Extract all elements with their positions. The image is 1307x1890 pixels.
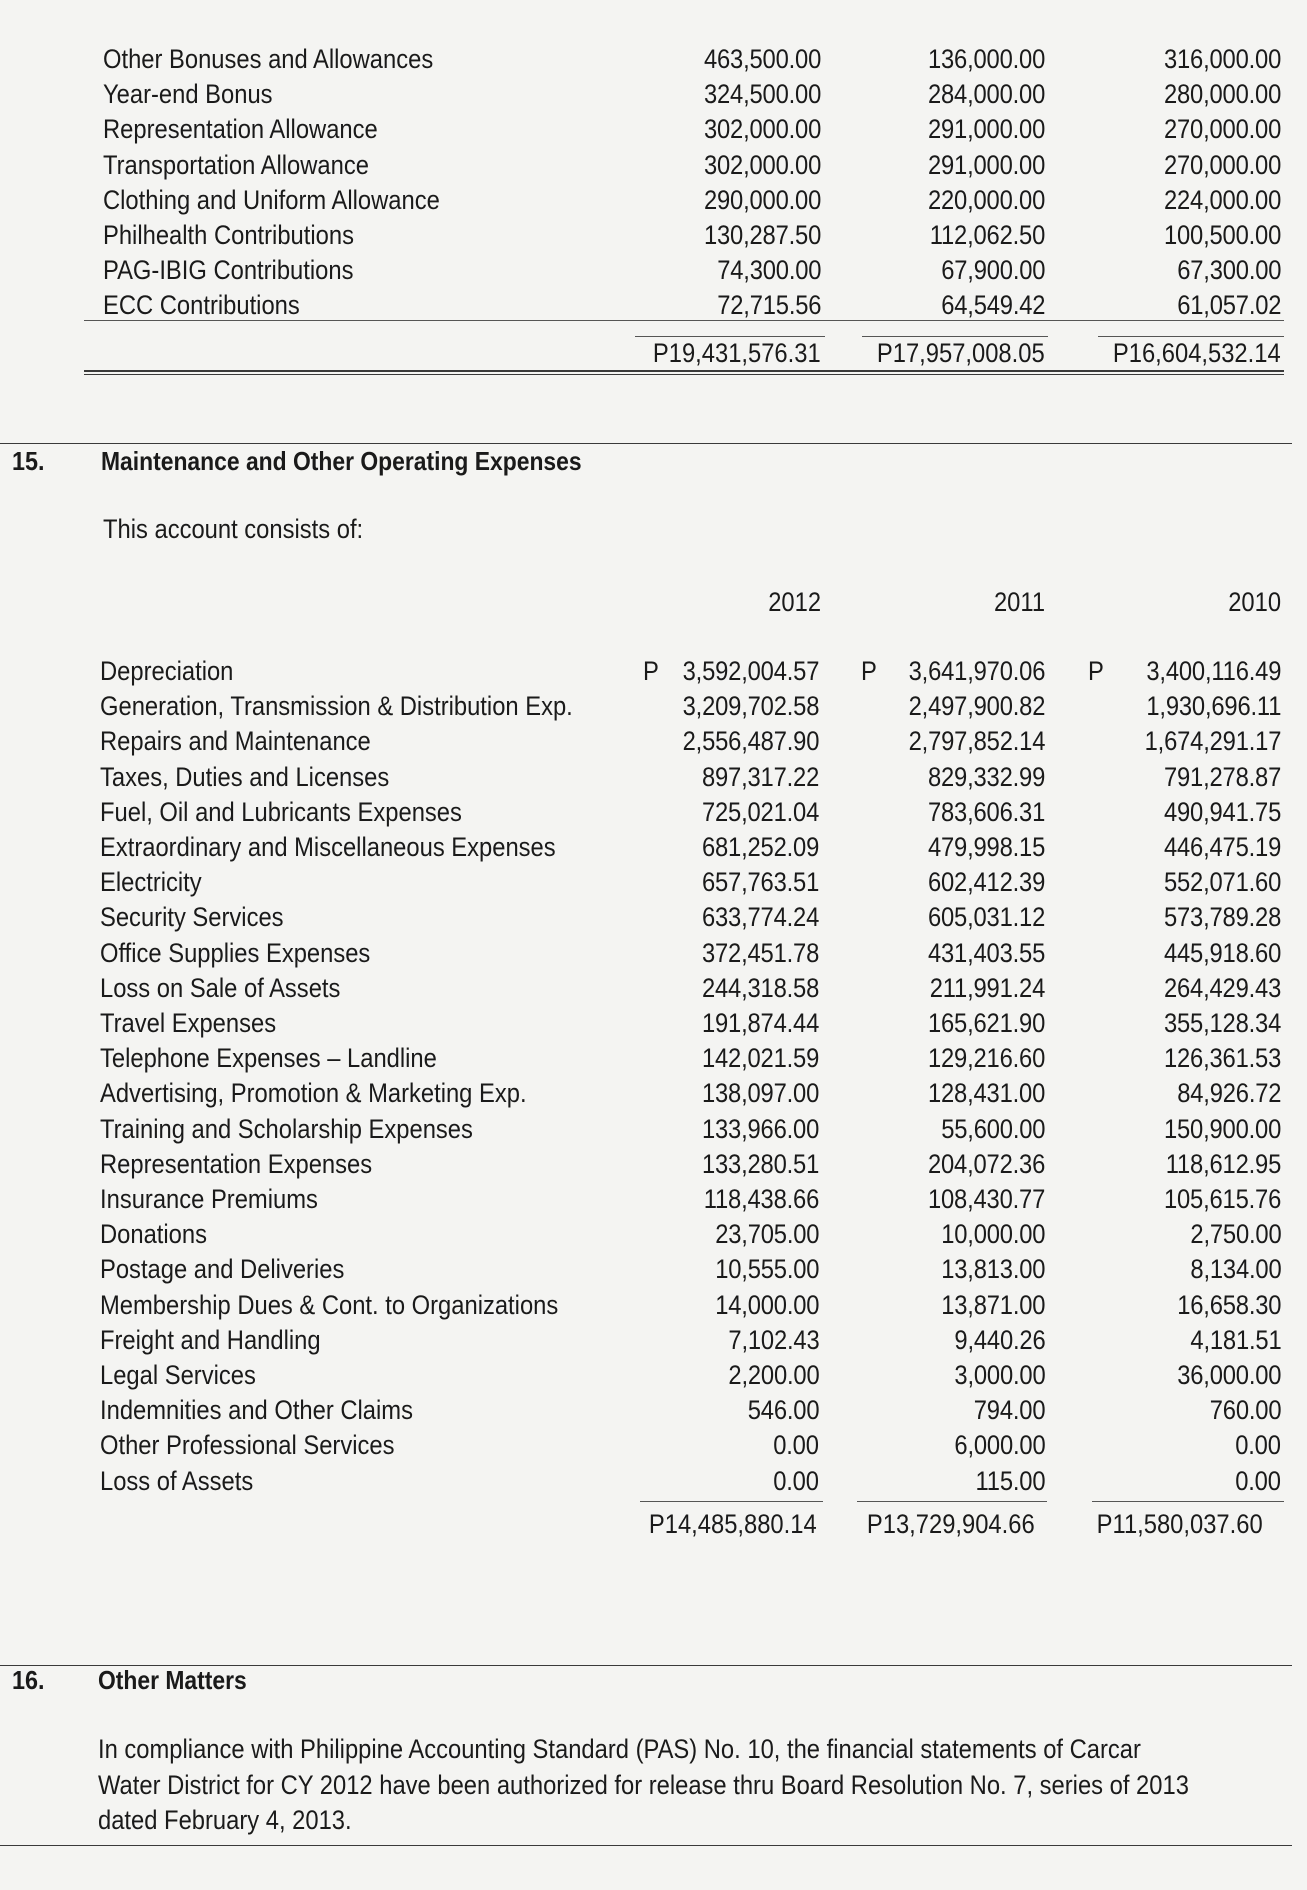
mooe-row-value-2010: 490,941.75 bbox=[1163, 796, 1281, 827]
section-16-line-3: dated February 4, 2013. bbox=[98, 1805, 352, 1835]
top-row-value-2010: 280,000.00 bbox=[1163, 79, 1281, 110]
mooe-row-label: Fuel, Oil and Lubricants Expenses bbox=[100, 796, 462, 827]
mooe-row-value-2010: 126,361.53 bbox=[1163, 1043, 1281, 1074]
mooe-row-label: Training and Scholarship Expenses bbox=[100, 1113, 473, 1144]
mooe-row-value-2012: 118,438.66 bbox=[703, 1184, 819, 1214]
mooe-row-value-2011: 2,797,852.14 bbox=[908, 726, 1045, 757]
mooe-row-label: Extraordinary and Miscellaneous Expenses bbox=[100, 832, 556, 862]
section-15-intro: This account consists of: bbox=[103, 514, 364, 544]
top-row-value-2011: 64,549.42 bbox=[940, 290, 1045, 321]
mooe-row-value-2010: 0.00 bbox=[1235, 1430, 1281, 1461]
mooe-row-value-2012: 142,021.59 bbox=[701, 1043, 819, 1074]
mooe-row-label: Other Professional Services bbox=[100, 1430, 395, 1461]
mooe-row-label: Insurance Premiums bbox=[100, 1184, 318, 1214]
section-16-line-1: In compliance with Philippine Accounting Standard (PAS) No. 10, the financial statements of Carcar bbox=[98, 1734, 1141, 1764]
mooe-row-value-2011: 794.00 bbox=[973, 1395, 1045, 1426]
mooe-row-label: Loss on Sale of Assets bbox=[100, 972, 341, 1003]
top-row-label: PAG-IBIG Contributions bbox=[103, 255, 354, 286]
mooe-row-value-2012: 546.00 bbox=[747, 1395, 819, 1426]
mooe-row-value-2011: 128,431.00 bbox=[927, 1078, 1045, 1109]
mooe-row-label: Representation Expenses bbox=[100, 1148, 373, 1179]
top-row-value-2012: 302,000.00 bbox=[703, 114, 821, 145]
top-row-value-2011: 136,000.00 bbox=[927, 44, 1045, 74]
mooe-row-value-2010: 791,278.87 bbox=[1163, 761, 1281, 792]
mooe-row-value-2012: 138,097.00 bbox=[701, 1078, 819, 1109]
mooe-subtotal-line-c1 bbox=[640, 1501, 823, 1502]
mooe-row-label: Office Supplies Expenses bbox=[100, 937, 371, 968]
mooe-row-value-2011: 431,403.55 bbox=[927, 937, 1045, 968]
mooe-row-value-2012: 2,200.00 bbox=[727, 1360, 819, 1390]
mooe-row-value-2012: 133,966.00 bbox=[701, 1113, 819, 1144]
mooe-row-value-2011: 55,600.00 bbox=[940, 1113, 1045, 1144]
mooe-row-value-2011: 129,216.60 bbox=[927, 1043, 1045, 1074]
mooe-row-label: Freight and Handling bbox=[100, 1324, 321, 1355]
mooe-row-value-2010: 573,789.28 bbox=[1163, 902, 1281, 933]
top-row-value-2011: 291,000.00 bbox=[927, 149, 1045, 180]
year-header-2011: 2011 bbox=[993, 587, 1045, 617]
mooe-row-label: Generation, Transmission & Distribution Exp. bbox=[100, 691, 573, 722]
top-row-value-2012: 324,500.00 bbox=[703, 79, 821, 110]
mooe-row-value-2010: 118,612.95 bbox=[1165, 1148, 1281, 1179]
currency-symbol-2010: P bbox=[1088, 656, 1104, 686]
top-row-label: Clothing and Uniform Allowance bbox=[103, 184, 440, 215]
mooe-subtotal-line-c2 bbox=[857, 1501, 1047, 1502]
top-row-value-2010: 224,000.00 bbox=[1163, 184, 1281, 215]
mooe-row-value-2011: 13,871.00 bbox=[940, 1289, 1045, 1320]
mooe-row-value-2010: 36,000.00 bbox=[1176, 1360, 1281, 1390]
mooe-row-value-2012: 191,874.44 bbox=[701, 1008, 819, 1038]
mooe-row-value-2011: 115.00 bbox=[975, 1465, 1045, 1496]
top-row-value-2012: 130,287.50 bbox=[703, 220, 821, 250]
mooe-row-value-2012: 3,592,004.57 bbox=[682, 656, 819, 686]
mooe-row-value-2012: 0.00 bbox=[773, 1430, 819, 1461]
top-double-rule-2 bbox=[84, 374, 1284, 375]
mooe-row-value-2012: 3,209,702.58 bbox=[682, 691, 819, 722]
mooe-row-value-2010: 552,071.60 bbox=[1163, 867, 1281, 898]
top-row-value-2010: 316,000.00 bbox=[1163, 44, 1281, 74]
mooe-row-value-2010: 760.00 bbox=[1209, 1395, 1281, 1426]
mooe-row-label: Legal Services bbox=[100, 1360, 256, 1390]
top-rule-under-last-row bbox=[84, 320, 1284, 321]
mooe-row-value-2011: 6,000.00 bbox=[953, 1430, 1045, 1461]
top-row-label: Year-end Bonus bbox=[103, 79, 273, 110]
top-row-value-2012: 74,300.00 bbox=[716, 255, 821, 286]
mooe-total-2010: P11,580,037.60 bbox=[1096, 1509, 1263, 1539]
mooe-row-value-2012: 372,451.78 bbox=[701, 937, 819, 968]
mooe-row-value-2011: 829,332.99 bbox=[927, 761, 1045, 792]
mooe-row-label: Donations bbox=[100, 1219, 208, 1250]
mooe-row-label: Travel Expenses bbox=[100, 1008, 277, 1038]
mooe-row-value-2011: 108,430.77 bbox=[927, 1184, 1045, 1214]
mooe-row-value-2010: 4,181.51 bbox=[1189, 1324, 1281, 1355]
mooe-row-label: Taxes, Duties and Licenses bbox=[100, 761, 390, 792]
section-15-title: Maintenance and Other Operating Expenses bbox=[101, 446, 582, 476]
mooe-row-value-2012: 633,774.24 bbox=[701, 902, 819, 933]
mooe-row-value-2012: 897,317.22 bbox=[701, 761, 819, 792]
mooe-row-label: Membership Dues & Cont. to Organizations bbox=[100, 1289, 559, 1320]
top-row-value-2012: 72,715.56 bbox=[716, 290, 821, 321]
section-16-title: Other Matters bbox=[98, 1665, 247, 1695]
top-row-value-2010: 100,500.00 bbox=[1163, 220, 1281, 250]
top-row-label: Representation Allowance bbox=[103, 114, 378, 145]
mooe-row-value-2011: 783,606.31 bbox=[927, 796, 1045, 827]
top-row-value-2010: 67,300.00 bbox=[1176, 255, 1281, 286]
mooe-row-value-2011: 9,440.26 bbox=[953, 1324, 1045, 1355]
mooe-row-value-2011: 10,000.00 bbox=[940, 1219, 1045, 1250]
top-row-value-2011: 112,062.50 bbox=[929, 220, 1045, 250]
mooe-row-value-2011: 605,031.12 bbox=[927, 902, 1045, 933]
mooe-row-label: Postage and Deliveries bbox=[100, 1254, 345, 1285]
mooe-row-label: Telephone Expenses – Landline bbox=[100, 1043, 437, 1074]
mooe-row-value-2010: 105,615.76 bbox=[1163, 1184, 1281, 1214]
top-row-value-2010: 270,000.00 bbox=[1163, 114, 1281, 145]
mooe-row-value-2012: 7,102.43 bbox=[727, 1324, 819, 1355]
mooe-subtotal-line-c3 bbox=[1092, 1501, 1284, 1502]
mooe-row-value-2011: 13,813.00 bbox=[940, 1254, 1045, 1285]
section-16-number: 16. bbox=[12, 1665, 45, 1695]
mooe-row-label: Loss of Assets bbox=[100, 1465, 254, 1496]
mooe-row-value-2012: 133,280.51 bbox=[701, 1148, 819, 1179]
mooe-row-value-2012: 725,021.04 bbox=[701, 796, 819, 827]
mooe-row-label: Security Services bbox=[100, 902, 284, 933]
top-row-value-2011: 284,000.00 bbox=[927, 79, 1045, 110]
mooe-row-value-2011: 211,991.24 bbox=[929, 972, 1045, 1003]
mooe-row-value-2010: 445,918.60 bbox=[1163, 937, 1281, 968]
top-row-value-2011: 291,000.00 bbox=[927, 114, 1045, 145]
top-total-2011: P17,957,008.05 bbox=[877, 338, 1045, 368]
top-row-value-2011: 67,900.00 bbox=[940, 255, 1045, 286]
top-row-value-2012: 302,000.00 bbox=[703, 149, 821, 180]
mooe-row-label: Electricity bbox=[100, 867, 202, 898]
mooe-row-value-2012: 0.00 bbox=[773, 1465, 819, 1496]
year-header-2012: 2012 bbox=[768, 587, 821, 617]
top-row-label: Philhealth Contributions bbox=[103, 220, 354, 250]
top-row-label: Transportation Allowance bbox=[103, 149, 369, 180]
mooe-row-value-2011: 602,412.39 bbox=[927, 867, 1045, 898]
mooe-row-value-2012: 657,763.51 bbox=[701, 867, 819, 898]
year-header-2010: 2010 bbox=[1228, 587, 1281, 617]
mooe-row-value-2010: 1,930,696.11 bbox=[1146, 691, 1281, 722]
mooe-row-label: Repairs and Maintenance bbox=[100, 726, 371, 757]
mooe-row-value-2010: 446,475.19 bbox=[1163, 832, 1281, 862]
mooe-row-value-2010: 3,400,116.49 bbox=[1146, 656, 1281, 686]
top-row-value-2011: 220,000.00 bbox=[927, 184, 1045, 215]
mooe-row-value-2011: 204,072.36 bbox=[927, 1148, 1045, 1179]
top-row-label: Other Bonuses and Allowances bbox=[103, 44, 434, 74]
mooe-row-value-2011: 165,621.90 bbox=[927, 1008, 1045, 1038]
mooe-row-value-2011: 479,998.15 bbox=[927, 832, 1045, 862]
mooe-row-value-2010: 8,134.00 bbox=[1189, 1254, 1281, 1285]
top-row-value-2010: 270,000.00 bbox=[1163, 149, 1281, 180]
mooe-row-value-2010: 84,926.72 bbox=[1176, 1078, 1281, 1109]
section-15-number: 15. bbox=[12, 446, 45, 476]
section-16-bottom-rule bbox=[0, 1845, 1292, 1846]
mooe-row-value-2011: 3,641,970.06 bbox=[908, 656, 1045, 686]
mooe-row-value-2012: 244,318.58 bbox=[701, 972, 819, 1003]
mooe-row-value-2010: 1,674,291.17 bbox=[1144, 726, 1281, 757]
mooe-row-value-2011: 2,497,900.82 bbox=[908, 691, 1045, 722]
mooe-row-value-2012: 681,252.09 bbox=[701, 832, 819, 862]
mooe-row-value-2012: 10,555.00 bbox=[714, 1254, 819, 1285]
mooe-row-label: Depreciation bbox=[100, 656, 234, 686]
top-row-value-2012: 463,500.00 bbox=[703, 44, 821, 74]
mooe-row-value-2010: 16,658.30 bbox=[1176, 1289, 1281, 1320]
mooe-row-value-2012: 14,000.00 bbox=[714, 1289, 819, 1320]
top-row-value-2012: 290,000.00 bbox=[703, 184, 821, 215]
top-total-2012: P19,431,576.31 bbox=[653, 338, 821, 368]
top-double-rule-1 bbox=[84, 370, 1284, 372]
mooe-row-value-2012: 2,556,487.90 bbox=[682, 726, 819, 757]
mooe-row-value-2010: 150,900.00 bbox=[1163, 1113, 1281, 1144]
mooe-row-value-2011: 3,000.00 bbox=[953, 1360, 1045, 1390]
top-total-2010: P16,604,532.14 bbox=[1113, 338, 1281, 368]
currency-symbol-2012: P bbox=[643, 656, 659, 686]
top-row-label: ECC Contributions bbox=[103, 290, 300, 321]
section-16-line-2: Water District for CY 2012 have been authorized for release thru Board Resolution No. 7, series of 2013 bbox=[98, 1770, 1189, 1800]
mooe-total-2012: P14,485,880.14 bbox=[649, 1509, 817, 1539]
mooe-row-value-2010: 264,429.43 bbox=[1163, 972, 1281, 1003]
top-row-value-2010: 61,057.02 bbox=[1176, 290, 1281, 321]
mooe-row-value-2012: 23,705.00 bbox=[714, 1219, 819, 1250]
mooe-row-label: Indemnities and Other Claims bbox=[100, 1395, 413, 1426]
mooe-row-label: Advertising, Promotion & Marketing Exp. bbox=[100, 1078, 527, 1109]
currency-symbol-2011: P bbox=[861, 656, 877, 686]
mooe-row-value-2010: 355,128.34 bbox=[1163, 1008, 1281, 1038]
mooe-row-value-2010: 0.00 bbox=[1235, 1465, 1281, 1496]
section-15-top-rule bbox=[0, 443, 1292, 444]
mooe-total-2011: P13,729,904.66 bbox=[867, 1509, 1035, 1539]
mooe-row-value-2010: 2,750.00 bbox=[1189, 1219, 1281, 1250]
